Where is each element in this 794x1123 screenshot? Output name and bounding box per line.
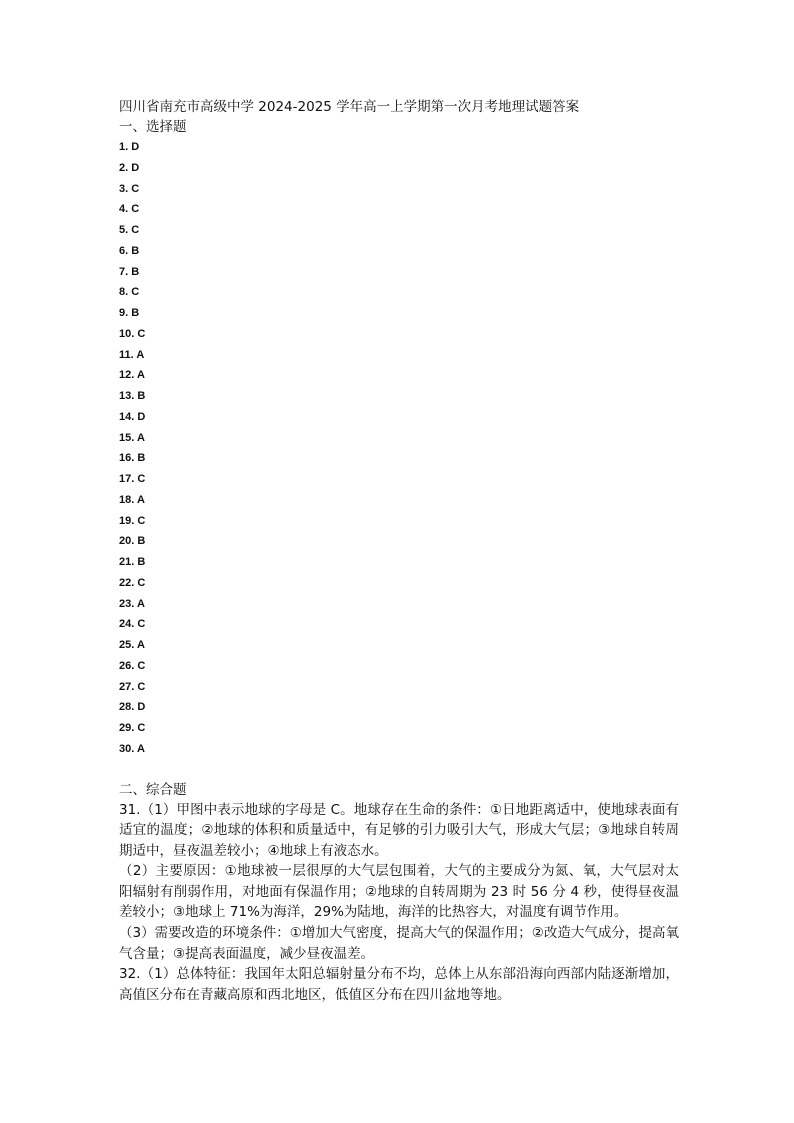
answer-item: 11. A <box>119 348 145 361</box>
section-heading-comprehensive: 二、综合题 <box>119 781 187 798</box>
answer-item: 2. D <box>119 161 140 174</box>
answer-item: 19. C <box>119 514 146 527</box>
answer-item: 17. C <box>119 473 146 485</box>
document-title: 四川省南充市高级中学 2024-2025 学年高一上学期第一次月考地理试题答案 <box>119 99 580 115</box>
answer-item: 22. C <box>119 576 146 589</box>
answer-item: 27. C <box>119 680 146 693</box>
answer-item: 13. B <box>119 390 146 402</box>
answer-item: 12. A <box>119 369 145 382</box>
answer-item: 4. C <box>119 203 140 216</box>
answer-paragraph: 31.（1）甲图中表示地球的字母是 C。地球存在生命的条件：①日地距离适中，使地球表面有适宜的温度；②地球的体积和质量适中，有足够的引力吸引大气，形成大气层；③地球自转周期适中，昼夜温差较小；④地球上有液态水。 <box>119 801 679 859</box>
answer-item: 16. B <box>119 452 146 465</box>
answer-paragraph: （2）主要原因：①地球被一层很厚的大气层包围着，大气的主要成分为氮、氧，大气层对太阳辐射有削弱作用，对地面有保温作用；②地球的自转周期为 23 时 56 分 4 秒，使得昼夜温差较小；③地球上 71%为海洋，29%为陆地，海洋的比热容大，对温度有调节作用。 <box>119 863 679 921</box>
answer-item: 9. B <box>119 307 140 319</box>
section-heading-choice: 一、选择题 <box>119 119 187 135</box>
answer-item: 28. D <box>119 701 146 714</box>
answer-item: 21. B <box>119 556 146 568</box>
answer-item: 18. A <box>119 493 145 506</box>
section-gap <box>119 760 679 780</box>
answer-item: 8. C <box>119 286 140 299</box>
answer-item: 14. D <box>119 410 146 423</box>
answer-item: 25. A <box>119 639 145 651</box>
answer-item: 10. C <box>119 327 146 340</box>
answer-item: 30. A <box>119 742 145 755</box>
answer-item: 6. B <box>119 244 140 257</box>
answer-item: 29. C <box>119 722 146 734</box>
answer-list <box>119 137 679 760</box>
answer-item: 1. D <box>119 141 140 153</box>
answer-paragraph: （3）需要改造的环境条件：①增加大气密度，提高大气的保温作用；②改造大气成分，提高氧气含量；③提高表面温度，减少昼夜温差。 <box>119 925 679 962</box>
answer-item: 3. C <box>119 182 140 195</box>
answer-item: 23. A <box>119 597 145 610</box>
answer-item: 5. C <box>119 224 140 236</box>
comprehensive-answers <box>119 800 679 1006</box>
answer-item: 24. C <box>119 618 146 631</box>
answer-item: 20. B <box>119 535 146 548</box>
answer-item: 26. C <box>119 659 146 672</box>
document-content <box>119 97 679 1005</box>
answer-item: 7. B <box>119 265 140 278</box>
answer-paragraph: 32.（1）总体特征：我国年太阳总辐射量分布不均，总体上从东部沿海向西部内陆逐渐增加，高值区分布在青藏高原和西北地区，低值区分布在四川盆地等地。 <box>119 966 679 1003</box>
answer-item: 15. A <box>119 431 145 444</box>
